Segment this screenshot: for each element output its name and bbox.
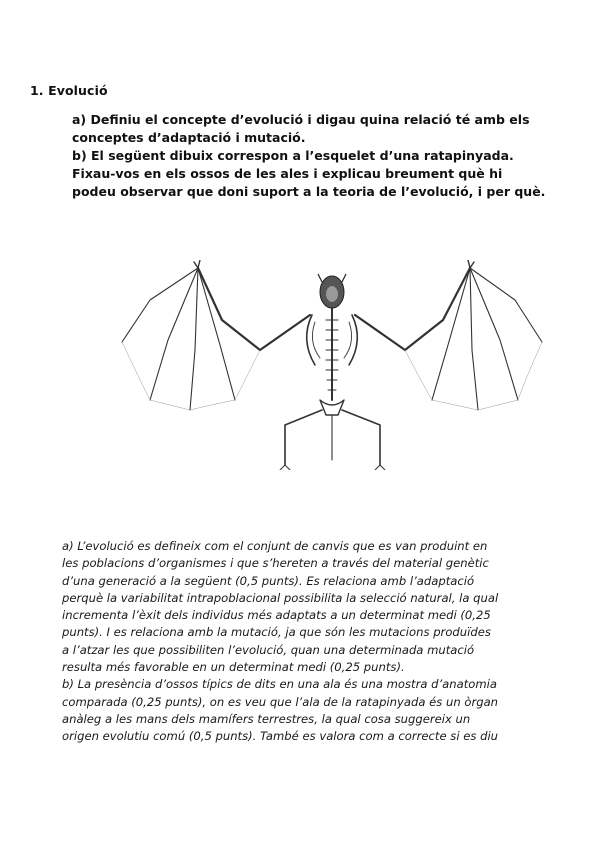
section-heading: 1. Evolució — [30, 83, 108, 98]
answer-line: perquè la variabilitat intrapoblacional possibilita la selecció natural, la qual — [62, 590, 499, 605]
question-line: podeu observar que doni suport a la teoria de l’evolució, i per què. — [72, 184, 546, 199]
answer-line: a) L’evolució es defineix com el conjunt de canvis que es van produint en — [62, 539, 488, 553]
question-line: b) El següent dibuix correspon a l’esquelet d’una ratapinyada. — [72, 148, 514, 163]
answer-block — [62, 538, 532, 746]
answer-line: d’una generació a la següent (0,5 punts). Es relaciona amb l’adaptació — [62, 573, 475, 588]
answer-line: origen evolutiu comú (0,5 punts). També es valora com a correcte si es diu — [62, 729, 499, 744]
answer-line: punts). I es relaciona amb la mutació, ja que són les mutacions produïdes — [62, 625, 491, 640]
answer-line: b) La presència d’ossos típics de dits en una ala és una mostra d’anatomia — [62, 677, 497, 692]
question-line: Fixau-vos en els ossos de les ales i explicau breument què hi — [72, 166, 503, 181]
answer-line: a l’atzar les que possibiliten l’evolució, quan una determinada mutació — [62, 642, 475, 657]
question-line: conceptes d’adaptació i mutació. — [72, 130, 306, 145]
answer-line: comparada (0,25 punts), on es veu que l’ala de la ratapinyada és un òrgan — [62, 694, 499, 709]
answer-line: incrementa l’èxit dels individus més adaptats a un determinat medi (0,25 — [62, 608, 491, 623]
answer-line: resulta més favorable en un determinat medi (0,25 punts). — [62, 660, 405, 675]
answer-line: les poblacions d’organismes i que s’hereten a través del material genètic — [62, 556, 489, 571]
bat-skeleton-figure — [110, 260, 550, 470]
answer-line: anàleg a les mans dels mamífers terrestres, la qual cosa suggereix un — [62, 711, 471, 726]
bat-skeleton-illustration — [110, 260, 550, 470]
question-block — [72, 111, 546, 201]
question-line: a) Definiu el concepte d’evolució i digau quina relació té amb els — [72, 112, 530, 127]
